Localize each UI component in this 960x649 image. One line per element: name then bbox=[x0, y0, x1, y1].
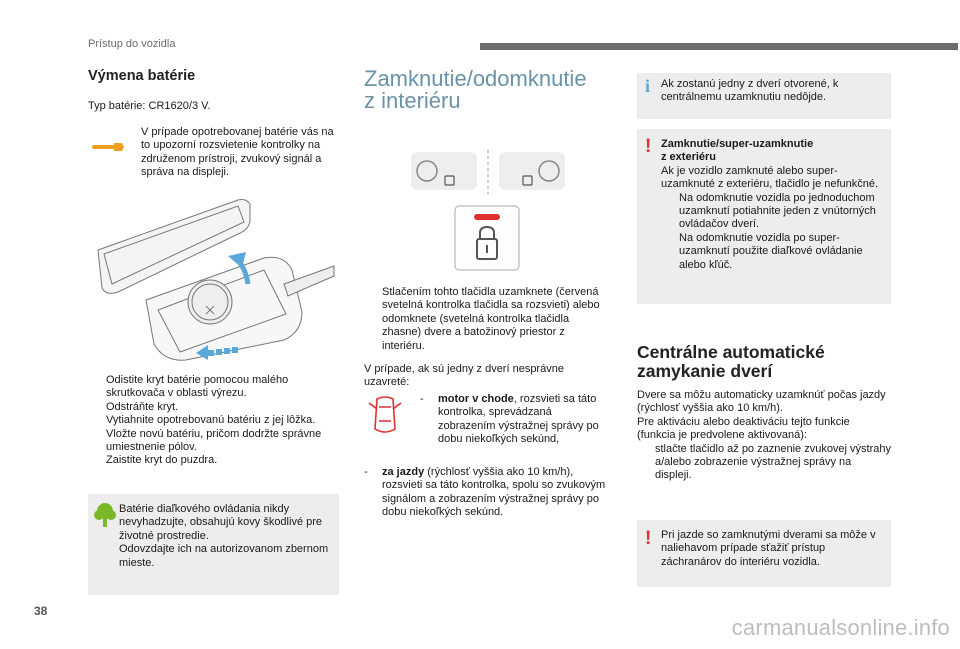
header-bar bbox=[480, 43, 958, 50]
battery-steps bbox=[88, 374, 348, 468]
list-item: Odstráňte kryt. bbox=[106, 400, 179, 413]
warning-content: Zamknutie/super-uzamknutie z exteriéru Ak je vozidlo zamknuté alebo super-uzamknuté z exteriéru, tlačidlo je nefunkčné. Na odomknutie vozidla po jednoduchom uzamknutí potiahnite jeden z vnútorných ovládačov dverí. Na odomknutie vozidla po super-uzamknutí použite diaľkové ovládanie alebo kľúč. bbox=[661, 138, 879, 271]
info-box bbox=[637, 73, 891, 119]
page-number: 38 bbox=[34, 604, 48, 618]
lock-title-line2: z interiéru bbox=[364, 88, 461, 113]
lock-title bbox=[364, 68, 587, 112]
central-locking-title: Centrálne automatické zamykanie dverí bbox=[637, 342, 825, 381]
warning-icon: ! bbox=[645, 136, 652, 157]
dashboard-buttons-illustration bbox=[405, 148, 570, 196]
warning-box-2 bbox=[637, 520, 891, 587]
central-locking-text: Dvere sa môžu automaticky uzamknúť počas jazdy (rýchlosť vyššia ako 10 km/h). Pre aktiváciu alebo deaktiváciu tejto funkcie (funkcia je predvolene aktivovaná): stlačte tlačidlo až po zaznenie zvukovej výstrahy a/alebo zobrazenie výstražnej správy na displeji. bbox=[637, 389, 892, 482]
info-text: Ak zostanú jedny z dverí otvorené, k centrálnemu uzamknutiu nedôjde. bbox=[661, 78, 839, 104]
door-open-warning-icon bbox=[367, 395, 403, 435]
list-item: Odistite kryt batérie pomocou malého skrutkovača v oblasti výrezu. bbox=[106, 374, 289, 400]
warning-box bbox=[637, 129, 891, 304]
eco-note-text: Batérie diaľkového ovládania nikdy nevyhadzujte, obsahujú kovy škodlivé pre životné prostredie. Odovzdajte ich na autorizovanom zbernom mieste. bbox=[119, 503, 329, 569]
wrench-icon bbox=[92, 140, 126, 154]
info-icon: i bbox=[645, 76, 651, 96]
list-item: Zaistite kryt do puzdra. bbox=[106, 454, 218, 467]
battery-note: V prípade opotrebovanej batérie vás na to upozorní rozsvietenie kontrolky na združenom prístroji, zvukový signál a správa na displeji. bbox=[141, 126, 334, 179]
eco-note-box bbox=[88, 494, 339, 595]
warning-icon-2: ! bbox=[645, 528, 652, 549]
eco-tree-icon bbox=[94, 502, 116, 528]
battery-title: Výmena batérie bbox=[88, 68, 196, 84]
lock-button-icon bbox=[454, 205, 520, 271]
section-title: Prístup do vozidla bbox=[88, 38, 176, 50]
key-fob-illustration bbox=[88, 192, 338, 364]
lock-open-intro: V prípade, ak sú jedny z dverí nesprávne uzavreté: bbox=[364, 363, 564, 389]
lock-press-text: Stlačením tohto tlačidla uzamknete (červená svetelná kontrolka tlačidla sa rozsvieti) alebo odomknete (svetelná kontrolka tlačidla zhasne) dvere a batožinový priestor z interiéru. bbox=[382, 286, 600, 352]
warning-text-2: Pri jazde so zamknutými dverami sa môže v naliehavom prípade sťažiť prístup záchranárov do interiéru vozidla. bbox=[661, 529, 876, 568]
lock-title-line1: Zamknutie/odomknutie bbox=[364, 66, 587, 91]
engine-running-text: - motor v chode, rozsvieti sa táto kontrolka, sprevádzaná zobrazením výstražnej správy po dobu niekoľkých sekúnd, bbox=[420, 393, 599, 446]
list-item: Vložte novú batériu, pričom dodržte správne umiestnenie pólov. bbox=[106, 427, 322, 454]
list-item: Vytiahnite opotrebovanú batériu z jej lôžka. bbox=[106, 414, 316, 427]
battery-type: Typ batérie: CR1620/3 V. bbox=[88, 100, 211, 112]
watermark: carmanualsonline.info bbox=[731, 615, 950, 640]
driving-text: - za jazdy (rýchlosť vyššia ako 10 km/h), rozsvieti sa táto kontrolka, spolu so zvukovým signálom a zobrazením výstražnej správy po dobu niekoľkých sekúnd. bbox=[364, 466, 606, 519]
